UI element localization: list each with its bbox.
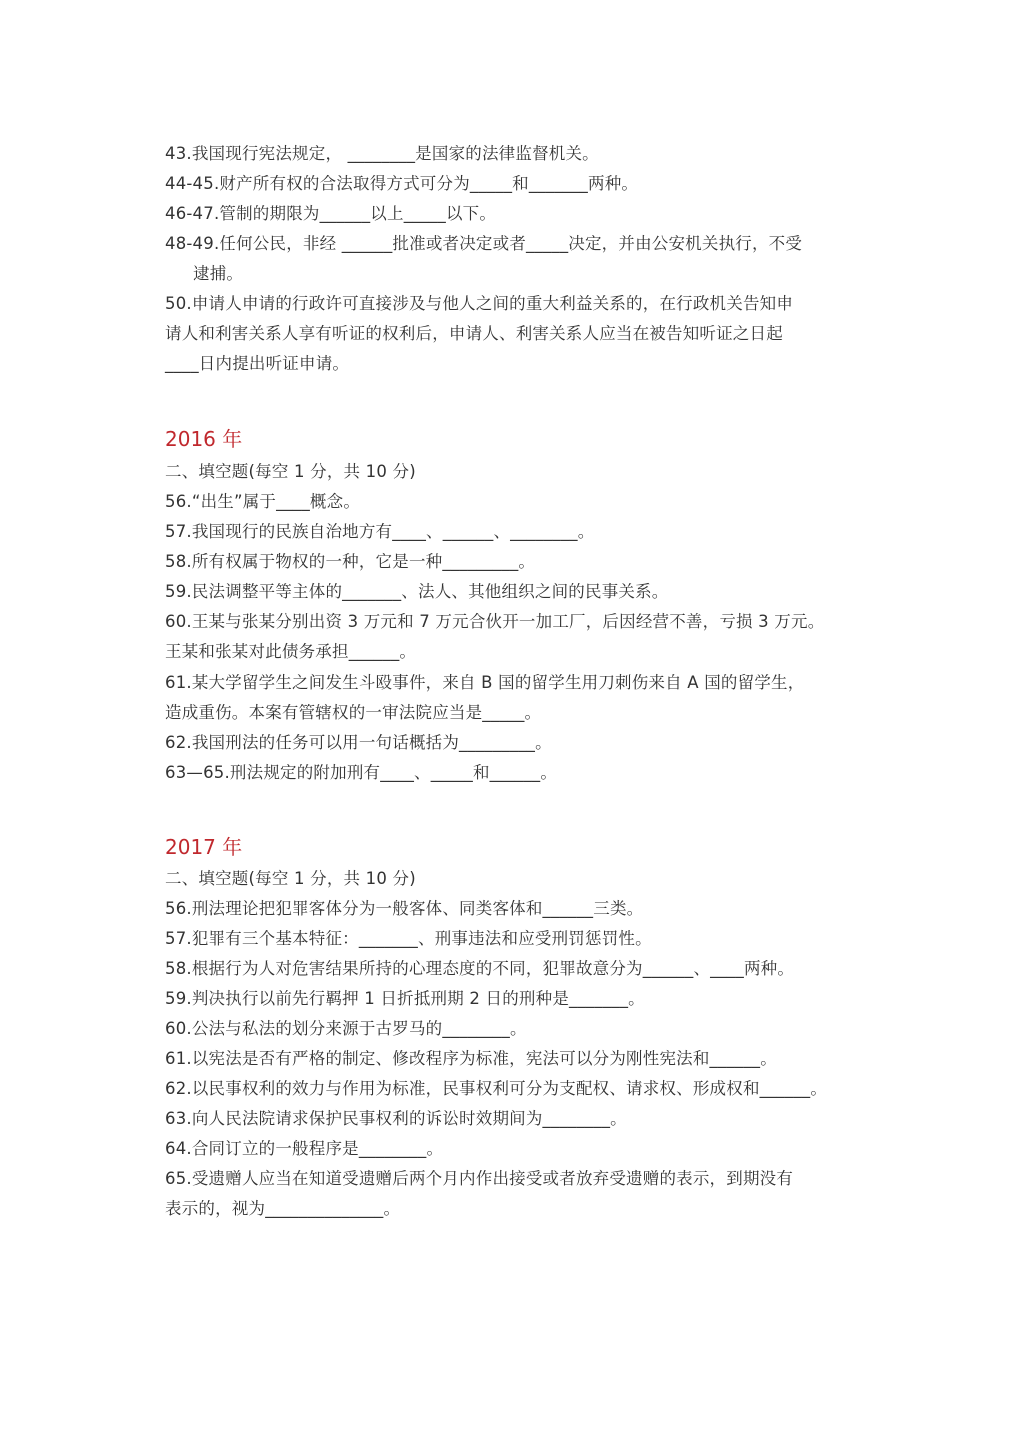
question-50: 50.申请人申请的行政许可直接涉及与他人之间的重大利益关系的，在行政机关告知申 — [165, 294, 794, 313]
question-2017-59: 59.判决执行以前先行羁押 1 日折抵刑期 2 日的刑种是_______。 — [165, 989, 645, 1008]
question-2016-56: 56.“出生”属于____概念。 — [165, 492, 361, 511]
question-2016-60-continued: 王某和张某对此债务承担______。 — [165, 642, 417, 661]
question-2016-57: 57.我国现行的民族自治地方有____、______、________。 — [165, 522, 595, 541]
question-44-45: 44-45.财产所有权的合法取得方式可分为_____和_______两种。 — [165, 174, 639, 193]
year-heading-2017: 2017 年 — [165, 835, 243, 859]
question-2016-61: 61.某大学留学生之间发生斗殴事件，来自 B 国的留学生用刀刺伤来自 A 国的留学生， — [165, 673, 805, 692]
question-2016-59: 59.民法调整平等主体的_______、法人、其他组织之间的民事关系。 — [165, 582, 669, 601]
question-48-49-continued: 逮捕。 — [193, 264, 244, 283]
question-2017-63: 63.向人民法院请求保护民事权利的诉讼时效期间为________。 — [165, 1109, 627, 1128]
section-title-2016: 二、填空题(每空 1 分，共 10 分) — [165, 462, 416, 481]
question-2017-58: 58.根据行为人对危害结果所持的心理态度的不同，犯罪故意分为______、____两种。 — [165, 959, 795, 978]
question-2016-62: 62.我国刑法的任务可以用一句话概括为_________。 — [165, 733, 552, 752]
question-2017-64: 64.合同订立的一般程序是________。 — [165, 1139, 444, 1158]
section-title-2017: 二、填空题(每空 1 分，共 10 分) — [165, 869, 416, 888]
question-2017-61: 61.以宪法是否有严格的制定、修改程序为标准，宪法可以分为刚性宪法和______。 — [165, 1049, 777, 1068]
question-2017-56: 56.刑法理论把犯罪客体分为一般客体、同类客体和______三类。 — [165, 899, 644, 918]
question-2016-60: 60.王某与张某分别出资 3 万元和 7 万元合伙开一加工厂，后因经营不善，亏损 3 万元。 — [165, 612, 825, 631]
question-46-47: 46-47.管制的期限为______以上_____以下。 — [165, 204, 497, 223]
question-50-line-3: ____日内提出听证申请。 — [165, 354, 350, 373]
question-2017-65-continued: 表示的，视为______________。 — [165, 1199, 401, 1218]
question-2017-65: 65.受遗赠人应当在知道受遗赠后两个月内作出接受或者放弃受遗赠的表示，到期没有 — [165, 1169, 794, 1188]
year-heading-2016: 2016 年 — [165, 427, 243, 451]
question-2016-63-65: 63—65.刑法规定的附加刑有____、_____和______。 — [165, 763, 558, 782]
question-43: 43.我国现行宪法规定， ________是国家的法律监督机关。 — [165, 144, 599, 163]
question-48-49: 48-49.任何公民，非经 ______批准或者决定或者_____决定，并由公安机关执行，不受 — [165, 234, 803, 253]
question-2017-62: 62.以民事权利的效力与作用为标准，民事权利可分为支配权、请求权、形成权和______。 — [165, 1079, 828, 1098]
question-2016-58: 58.所有权属于物权的一种，它是一种_________。 — [165, 552, 536, 571]
question-2016-61-continued: 造成重伤。本案有管辖权的一审法院应当是_____。 — [165, 703, 542, 722]
question-2017-57: 57.犯罪有三个基本特征：_______、刑事违法和应受刑罚惩罚性。 — [165, 929, 652, 948]
question-50-line-2: 请人和利害关系人享有听证的权利后，申请人、利害关系人应当在被告知听证之日起 — [165, 324, 783, 343]
question-2017-60: 60.公法与私法的划分来源于古罗马的________。 — [165, 1019, 527, 1038]
